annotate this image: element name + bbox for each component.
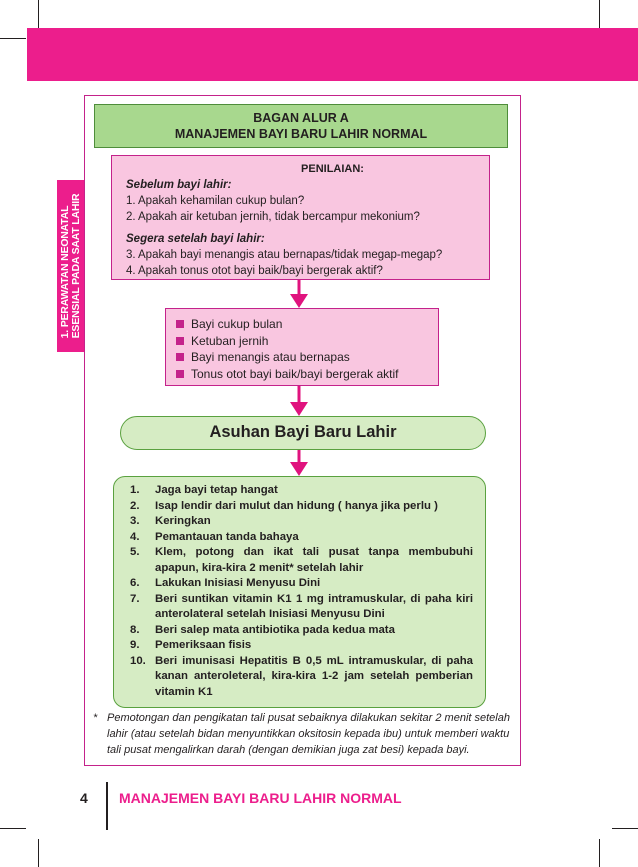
step-text: Beri suntikan vitamin K1 1 mg intramuskular, di paha kiri anterolateral setelah Inisiasi Menyusu Dini bbox=[155, 592, 473, 620]
step-text: Keringkan bbox=[155, 515, 211, 527]
step-number: 7. bbox=[130, 592, 140, 605]
footnote-text: Pemotongan dan pengikatan tali pusat sebaiknya dilakukan sekitar 2 menit setelah lahir (atau setelah bidan menyuntikkan oksitosin kepada ibu) untuk memberi waktu tali pusat mengalirkan darah (dengan demikian juga zat besi) kepada bayi. bbox=[107, 712, 510, 756]
step-number: 8. bbox=[130, 623, 140, 636]
footer-running-title: MANAJEMEN BAYI BARU LAHIR NORMAL bbox=[119, 790, 402, 806]
header-band bbox=[27, 28, 638, 81]
criteria-item bbox=[176, 366, 438, 383]
criteria-text: Ketuban jernih bbox=[191, 333, 269, 348]
criteria-item bbox=[176, 316, 438, 333]
step-number: 4. bbox=[130, 530, 140, 543]
step-text: Beri imunisasi Hepatitis B 0,5 mL intramuskular, di paha kanan anteroleteral, kira-kira 1-2 jam setelah pemberian vitamin K1 bbox=[155, 654, 473, 698]
crop-mark bbox=[612, 828, 638, 829]
square-bullet-icon bbox=[176, 320, 184, 328]
chapter-side-tab bbox=[57, 180, 84, 352]
care-title-box: Asuhan Bayi Baru Lahir bbox=[120, 416, 486, 450]
criteria-text: Bayi menangis atau bernapas bbox=[191, 350, 350, 364]
criteria-item bbox=[176, 349, 438, 366]
question-number: 2. bbox=[126, 211, 136, 223]
flowchart-title-box bbox=[94, 104, 508, 148]
care-step bbox=[130, 654, 473, 701]
care-step bbox=[130, 499, 473, 515]
assessment-box bbox=[111, 155, 490, 280]
flow-arrow-down-icon bbox=[289, 280, 309, 308]
step-text: Pemantauan tanda bahaya bbox=[155, 530, 299, 543]
care-step bbox=[130, 638, 473, 654]
assessment-question bbox=[126, 209, 479, 225]
flow-arrow-down-icon bbox=[289, 386, 309, 416]
assessment-question bbox=[126, 247, 479, 263]
step-number: 5. bbox=[130, 546, 140, 558]
crop-mark bbox=[0, 828, 26, 829]
care-step bbox=[130, 592, 473, 623]
care-step bbox=[130, 514, 473, 530]
question-number: 3. bbox=[126, 249, 136, 261]
assessment-question bbox=[126, 263, 479, 279]
step-number: 2. bbox=[130, 499, 140, 512]
crop-mark bbox=[599, 839, 600, 867]
page-number: 4 bbox=[80, 790, 88, 806]
step-text: Pemeriksaan fisis bbox=[155, 639, 252, 651]
crop-mark bbox=[0, 38, 26, 39]
crop-mark bbox=[38, 0, 39, 28]
question-text: Apakah bayi menangis atau bernapas/tidak megap-megap? bbox=[138, 249, 443, 261]
question-text: Apakah tonus otot bayi baik/bayi bergerak aktif? bbox=[138, 265, 383, 277]
step-number: 9. bbox=[130, 639, 140, 651]
chapter-side-tab-text bbox=[60, 194, 82, 339]
step-text: Isap lendir dari mulut dan hidung ( hanya jika perlu ) bbox=[155, 499, 438, 512]
assessment-question bbox=[126, 193, 479, 209]
criteria-text: Tonus otot bayi baik/bayi bergerak aktif bbox=[191, 366, 399, 381]
square-bullet-icon bbox=[176, 370, 184, 378]
after-birth-label: Segera setelah bayi lahir: bbox=[126, 233, 265, 245]
care-step bbox=[130, 576, 473, 592]
chapter-title-line1: 1. PERAWATAN NEONATAL bbox=[58, 205, 71, 339]
care-step bbox=[130, 483, 473, 499]
care-step bbox=[130, 545, 473, 576]
footnote-marker: * bbox=[93, 712, 98, 724]
before-birth-label: Sebelum bayi lahir: bbox=[126, 179, 232, 191]
step-text: Klem, potong dan ikat tali pusat tanpa membubuhi apapun, kira-kira 2 menit* setelah lahir bbox=[155, 546, 473, 574]
crop-mark bbox=[38, 839, 39, 867]
step-number: 10. bbox=[130, 654, 146, 667]
chapter-title-line2: ESENSIAL PADA SAAT LAHIR bbox=[69, 193, 82, 339]
step-text: Beri salep mata antibiotika pada kedua mata bbox=[155, 623, 395, 636]
flow-arrow-down-icon bbox=[289, 450, 309, 476]
step-number: 3. bbox=[130, 515, 140, 527]
square-bullet-icon bbox=[176, 337, 184, 345]
care-step bbox=[130, 623, 473, 639]
flowchart-title-line1: BAGAN ALUR A bbox=[253, 111, 349, 125]
question-number: 1. bbox=[126, 195, 136, 207]
crop-mark bbox=[599, 0, 600, 28]
care-step bbox=[130, 530, 473, 546]
question-number: 4. bbox=[126, 265, 136, 277]
footnote bbox=[93, 710, 513, 758]
flowchart-title-line2: MANAJEMEN BAYI BARU LAHIR NORMAL bbox=[174, 127, 428, 141]
step-text: Lakukan Inisiasi Menyusu Dini bbox=[155, 577, 321, 589]
criteria-box bbox=[165, 308, 439, 386]
step-number: 6. bbox=[130, 577, 140, 589]
question-text: Apakah air ketuban jernih, tidak bercampur mekonium? bbox=[138, 211, 420, 223]
criteria-item bbox=[176, 333, 438, 350]
footer-divider bbox=[106, 782, 108, 830]
step-text: Jaga bayi tetap hangat bbox=[155, 484, 278, 496]
square-bullet-icon bbox=[176, 353, 184, 361]
care-steps-box bbox=[113, 476, 486, 708]
question-text: Apakah kehamilan cukup bulan? bbox=[138, 195, 305, 207]
criteria-text: Bayi cukup bulan bbox=[191, 317, 283, 331]
assessment-heading: PENILAIAN: bbox=[301, 163, 364, 175]
step-number: 1. bbox=[130, 484, 140, 496]
